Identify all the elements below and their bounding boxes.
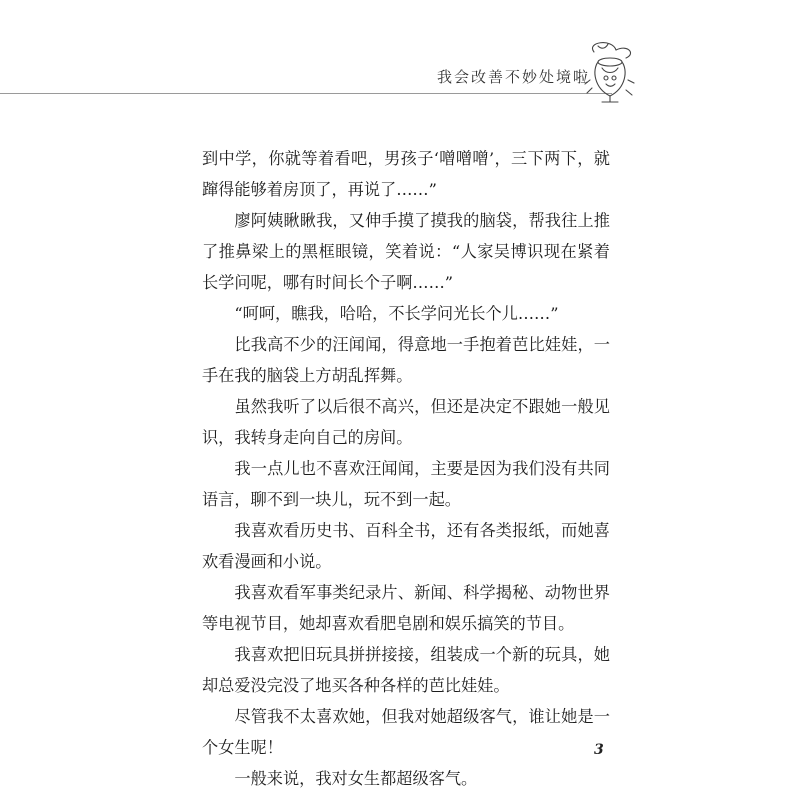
- paragraph: “呵呵，瞧我，哈哈，不长学问光长个儿……”: [234, 304, 559, 323]
- paragraph: 虽然我听了以后很不高兴，但还是决定不跟她一般见识，我转身走向自己的房间。: [202, 397, 610, 447]
- paragraph: 我喜欢把旧玩具拼拼接接，组装成一个新的玩具，她却总爱没完没了地买各种各样的芭比娃娃。: [202, 645, 610, 695]
- running-title: 我会改善不妙处境啦: [436, 68, 590, 86]
- page-number: 3: [594, 742, 604, 758]
- paragraph: 我喜欢看历史书、百科全书，还有各类报纸，而她喜欢看漫画和小说。: [202, 521, 610, 571]
- paragraph: 一般来说，我对女生都超级客气。: [234, 769, 478, 788]
- paragraph: 到中学，你就等着看吧，男孩子‘噌噌噌’，三下两下，就蹿得能够着房顶了，再说了……”: [202, 149, 610, 199]
- header-rule: [0, 93, 612, 94]
- paragraph: 我一点儿也不喜欢汪闻闻，主要是因为我们没有共同语言，聊不到一块儿，玩不到一起。: [202, 459, 610, 509]
- magic-lamp-icon: [582, 40, 638, 106]
- body-text: [202, 143, 610, 794]
- paragraph: 尽管我不太喜欢她，但我对她超级客气，谁让她是一个女生呢！: [202, 707, 610, 757]
- paragraph: 比我高不少的汪闻闻，得意地一手抱着芭比娃娃，一手在我的脑袋上方胡乱挥舞。: [202, 335, 610, 385]
- page-header: [0, 0, 800, 110]
- paragraph: 我喜欢看军事类纪录片、新闻、科学揭秘、动物世界等电视节目，她却喜欢看肥皂剧和娱乐搞笑的节目。: [202, 583, 610, 633]
- paragraph: 廖阿姨瞅瞅我，又伸手摸了摸我的脑袋，帮我往上推了推鼻梁上的黑框眼镜，笑着说：“人家吴博识现在紧着长学问呢，哪有时间长个子啊……”: [202, 211, 610, 292]
